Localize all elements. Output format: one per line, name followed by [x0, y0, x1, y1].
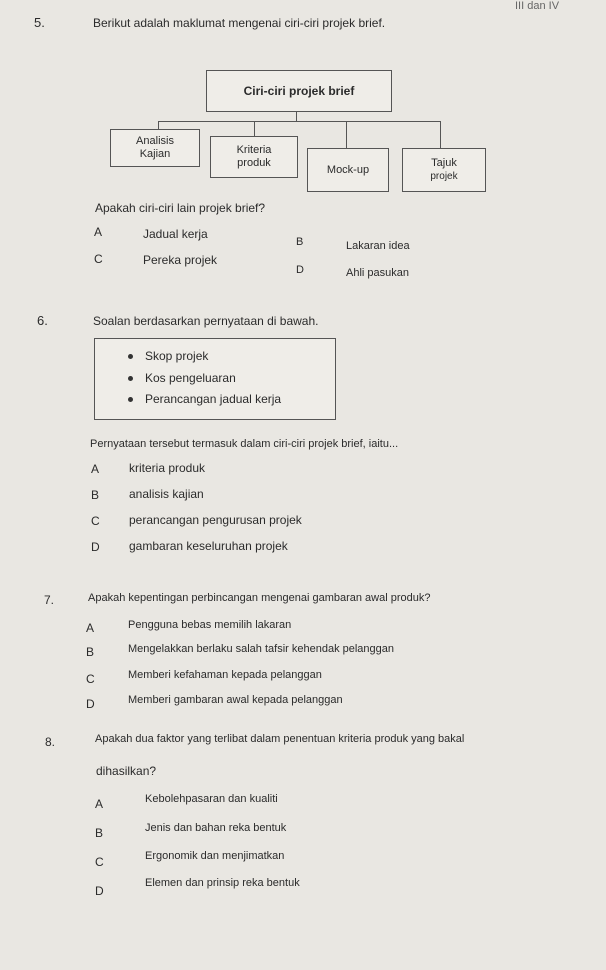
diagram-child-label: projek [430, 171, 458, 182]
question-number: 7. [44, 593, 55, 607]
statement-text: Perancangan jadual kerja [145, 392, 282, 406]
question-text: Apakah ciri-ciri lain projek brief? [95, 201, 266, 215]
option-letter: B [95, 826, 104, 840]
diagram-child-box [402, 148, 486, 192]
option-letter: A [91, 462, 100, 476]
diagram-child-label: Tajuk [431, 157, 457, 169]
diagram-child-label: Analisis [136, 135, 174, 147]
question-stem: Berikut adalah maklumat mengenai ciri-ciri projek brief. [93, 16, 386, 30]
diagram-child-label: Kajian [139, 148, 171, 160]
option-text: Elemen dan prinsip reka bentuk [145, 877, 300, 889]
option-letter: D [296, 264, 304, 276]
diagram-child-label: Mock-up [326, 163, 370, 176]
diagram-child-box [210, 136, 298, 178]
option-text: Ergonomik dan menjimatkan [145, 850, 285, 862]
option-text: gambaran keseluruhan projek [129, 539, 288, 553]
bullet-icon [128, 376, 133, 381]
option-letter: A [94, 225, 103, 239]
question-stem: Soalan berdasarkan pernyataan di bawah. [93, 314, 319, 328]
option-text: Pereka projek [143, 253, 218, 267]
diagram-child-box [110, 129, 200, 167]
option-text: Kebolehpasaran dan kualiti [145, 793, 278, 805]
question-number: 8. [45, 735, 56, 749]
option-letter: C [95, 855, 104, 869]
option-text: Memberi kefahaman kepada pelanggan [128, 669, 322, 681]
diagram-child-box [307, 148, 389, 192]
diagram-child-label: produk [237, 157, 271, 169]
question-stem: Apakah dua faktor yang terlibat dalam penentuan kriteria produk yang bakal [95, 733, 465, 745]
option-letter: B [296, 236, 304, 248]
option-text: Jenis dan bahan reka bentuk [145, 822, 287, 834]
question-number: 6. [37, 313, 48, 328]
bullet-icon [128, 397, 133, 402]
option-letter: D [95, 884, 104, 898]
statement-box [94, 338, 336, 420]
option-text: Lakaran idea [346, 240, 410, 252]
connector-line [254, 121, 255, 136]
option-letter: B [91, 488, 100, 502]
option-letter: C [86, 672, 95, 686]
question-number: 5. [34, 15, 45, 30]
option-letter: A [86, 621, 95, 635]
option-text: Jadual kerja [143, 227, 208, 241]
question-stem: Apakah kepentingan perbincangan mengenai gambaran awal produk? [88, 592, 431, 604]
connector-line [440, 121, 441, 149]
option-letter: D [91, 540, 100, 554]
header-fragment: III dan IV [515, 0, 560, 12]
option-letter: C [94, 252, 103, 266]
option-text: Pengguna bebas memilih lakaran [128, 619, 292, 631]
option-letter: C [91, 514, 100, 528]
option-letter: D [86, 697, 95, 711]
question-stem: dihasilkan? [96, 764, 157, 778]
option-text: Mengelakkan berlaku salah tafsir kehendak pelanggan [128, 643, 395, 655]
option-text: Memberi gambaran awal kepada pelanggan [128, 694, 343, 706]
diagram-child-label: Kriteria [236, 144, 272, 156]
diagram-root-label: Ciri-ciri projek brief [243, 83, 355, 98]
option-text: Ahli pasukan [346, 267, 409, 279]
connector-line [158, 121, 441, 122]
statement-text: Skop projek [145, 349, 209, 363]
option-letter: B [86, 645, 95, 659]
connector-line [346, 121, 347, 149]
statement-text: Kos pengeluaran [145, 371, 236, 385]
option-letter: A [95, 797, 104, 811]
option-text: analisis kajian [129, 487, 204, 501]
diagram-root-box [206, 70, 392, 112]
question-text: Pernyataan tersebut termasuk dalam ciri-ciri projek brief, iaitu... [90, 438, 399, 450]
bullet-icon [128, 354, 133, 359]
option-text: perancangan pengurusan projek [129, 513, 302, 527]
option-text: kriteria produk [129, 461, 206, 475]
